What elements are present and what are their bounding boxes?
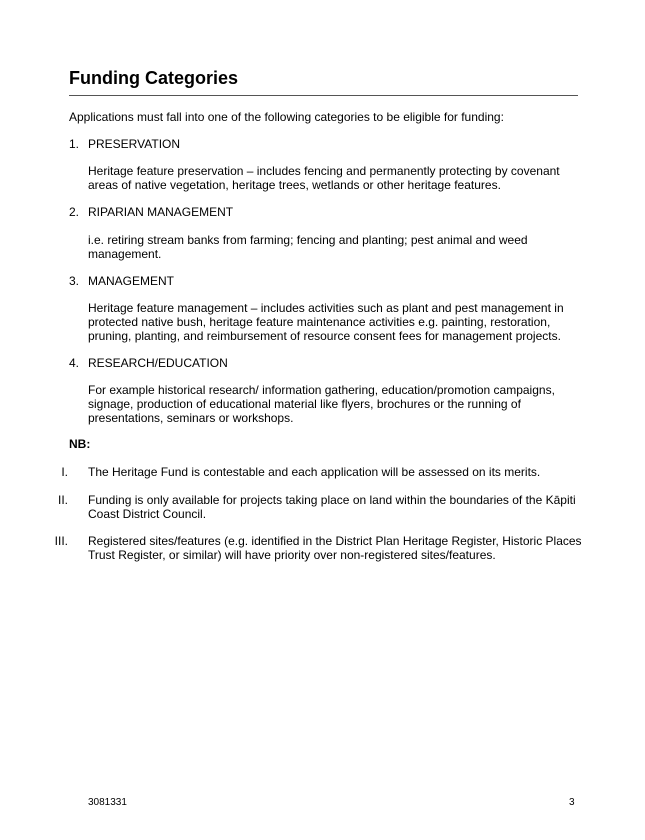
nb-item-number: III. <box>54 534 68 548</box>
category-heading-management: MANAGEMENT <box>88 274 175 288</box>
nb-item-number: II. <box>57 493 68 507</box>
category-number: 1. <box>69 137 80 151</box>
nb-item-text: Registered sites/features (e.g. identified in the District Plan Heritage Register, Historic Places Trust Register, or similar) will have priority over non-registered sites/features. <box>88 534 582 562</box>
page-title: Funding Categories <box>69 68 239 88</box>
nb-item-number: I. <box>61 465 68 479</box>
title-divider <box>69 95 578 96</box>
page-number: 3 <box>569 797 575 808</box>
category-number: 4. <box>69 356 80 370</box>
category-description-preservation: Heritage feature preservation – includes fencing and permanently protecting by covenant areas of native vegetation, heritage trees, wetlands or other heritage features. <box>88 164 560 192</box>
nb-item-text: The Heritage Fund is contestable and each application will be assessed on its merits. <box>88 465 541 479</box>
nb-label: NB: <box>69 437 91 451</box>
category-number: 2. <box>69 205 80 219</box>
nb-item-text: Funding is only available for projects taking place on land within the boundaries of the Kāpiti Coast District Council. <box>88 493 576 521</box>
category-description-research: For example historical research/ information gathering, education/promotion campaigns, signage, production of educational material like flyers, brochures or the running of presentations, seminars or workshops. <box>88 383 555 425</box>
category-heading-riparian: RIPARIAN MANAGEMENT <box>88 205 234 219</box>
category-heading-research: RESEARCH/EDUCATION <box>88 356 228 370</box>
intro-text: Applications must fall into one of the following categories to be eligible for funding: <box>69 110 504 124</box>
category-heading-preservation: PRESERVATION <box>88 137 181 151</box>
document-reference: 3081331 <box>88 797 127 808</box>
category-description-management: Heritage feature management – includes activities such as plant and pest management in protected native bush, heritage feature maintenance activities e.g. painting, restoration, pruning, planting, and reimbursement of resource consent fees for management projects. <box>88 301 564 343</box>
category-description-riparian: i.e. retiring stream banks from farming; fencing and planting; pest animal and weed management. <box>88 233 528 261</box>
category-number: 3. <box>69 274 80 288</box>
